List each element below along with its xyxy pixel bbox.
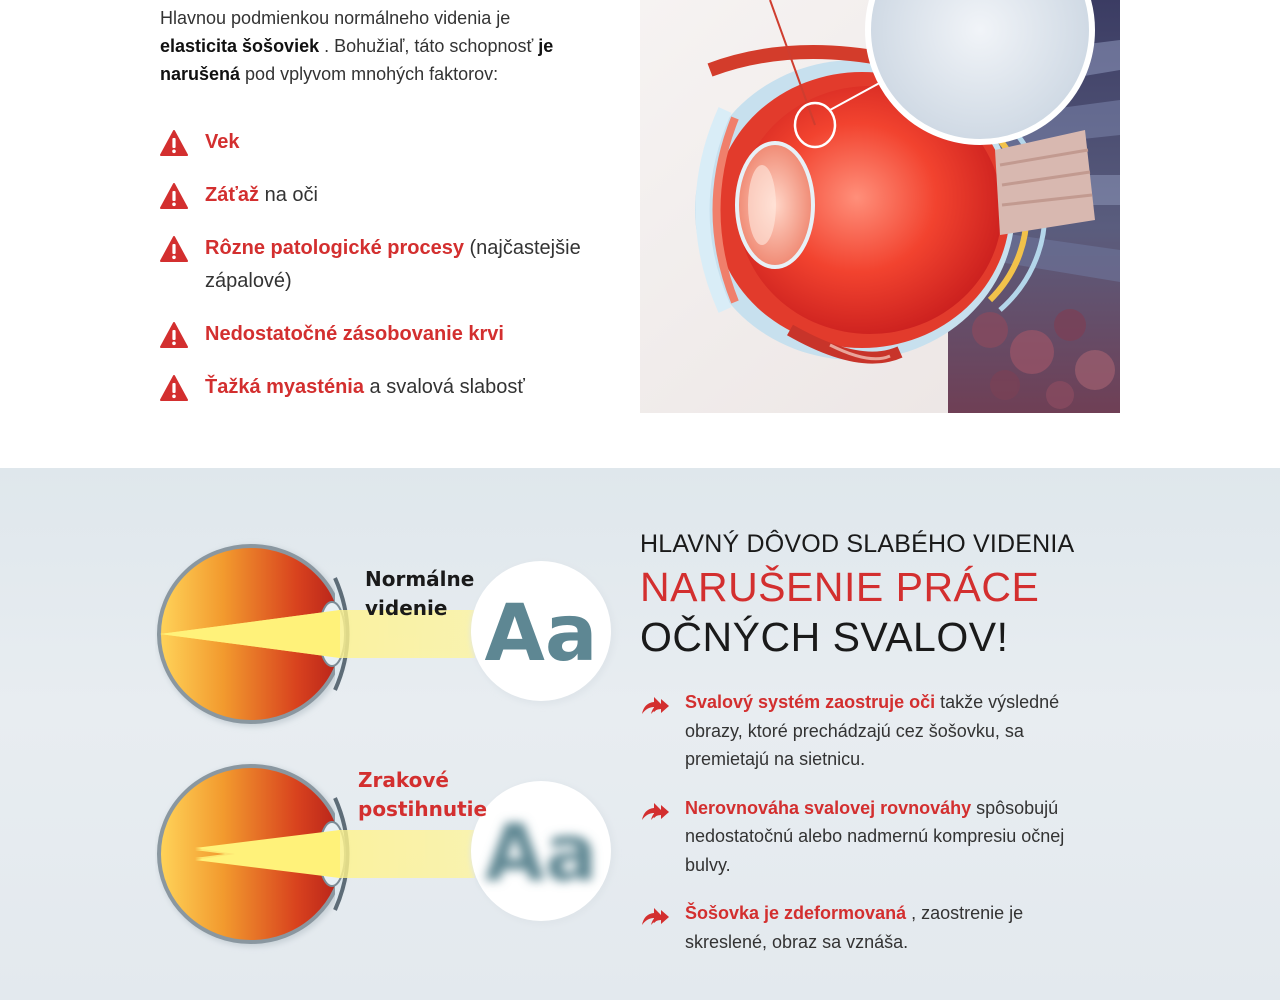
- reason-text: , zaostrenie je skreslené, obraz sa vznáša.: [685, 903, 1024, 952]
- sharp-letters: Aa: [484, 589, 598, 679]
- normal-label-line2: videnie: [365, 596, 448, 620]
- warning-triangle-icon: [160, 321, 188, 349]
- heading-line3: OČNÝCH SVALOV!: [640, 614, 1009, 660]
- factor-highlight: Ťažká myasténia: [205, 376, 364, 398]
- intro-bold-elasticity: elasticita šošoviek: [160, 36, 320, 56]
- impaired-label-line2: postihnutie: [358, 797, 488, 821]
- main-reason-heading: [640, 528, 1140, 662]
- factor-highlight: Rôzne patologické procesy: [205, 237, 464, 259]
- factor-highlight: Vek: [205, 131, 240, 153]
- impaired-label-line1: Zrakové: [358, 768, 449, 792]
- double-arrow-icon: [640, 905, 671, 927]
- warning-triangle-icon: [160, 129, 188, 157]
- lens-factors-section: [0, 0, 1280, 468]
- reason-highlight: Šošovka je zdeformovaná: [685, 903, 907, 923]
- heading-line2: NARUŠENIE PRÁCE: [640, 564, 1040, 610]
- factor-highlight: Záťaž: [205, 184, 260, 206]
- reason-list: [640, 688, 1100, 976]
- factor-highlight: Nedostatočné zásobovanie krvi: [205, 323, 504, 345]
- factor-item: [160, 232, 630, 318]
- vision-comparison-diagram: [155, 538, 625, 968]
- factor-item: [160, 318, 630, 371]
- warning-triangle-icon: [160, 235, 188, 263]
- factor-text: a svalová slabosť: [363, 376, 525, 398]
- intro-text-3: pod vplyvom mnohých faktorov:: [240, 64, 499, 84]
- reason-text: spôsobujú nedostatočnú alebo nadmernú kompresiu očnej bulvy.: [685, 797, 1065, 875]
- warning-triangle-icon: [160, 374, 188, 402]
- intro-text-1: Hlavnou podmienkou normálneho videnia je: [160, 8, 511, 28]
- eye-anatomy-image: [640, 0, 1120, 413]
- intro-text-2: . Bohužiaľ, táto schopnosť: [319, 36, 534, 56]
- factor-list: [160, 126, 630, 404]
- muscle-reason-section: [0, 468, 1280, 1000]
- heading-line1: HLAVNÝ DÔVOD SLABÉHO VIDENIA: [640, 530, 1075, 558]
- normal-label-line1: Normálne: [365, 567, 475, 591]
- factor-item: [160, 179, 630, 232]
- blurred-letters: Aa: [484, 809, 598, 899]
- intro-paragraph: [160, 4, 620, 88]
- intro-bold-impaired: je narušená: [160, 36, 554, 84]
- double-arrow-icon: [640, 694, 671, 716]
- reason-item: [640, 899, 1100, 956]
- reason-item: [640, 794, 1100, 880]
- factor-text: (najčastejšie zápalové): [205, 237, 581, 292]
- normal-vision-label: [365, 565, 474, 623]
- impaired-vision-label: [358, 766, 487, 824]
- warning-triangle-icon: [160, 182, 188, 210]
- factor-item: [160, 126, 630, 179]
- double-arrow-icon: [640, 800, 671, 822]
- factor-item: [160, 371, 630, 404]
- factor-text: na oči: [259, 184, 318, 206]
- reason-highlight: Svalový systém zaostruje oči: [685, 692, 936, 712]
- reason-highlight: Nerovnováha svalovej rovnováhy: [685, 797, 972, 818]
- reason-text: takže výsledné obrazy, ktoré prechádzajú cez šošovku, sa premietajú na sietnicu.: [685, 692, 1060, 769]
- reason-item: [640, 688, 1100, 774]
- eye-anatomy-illustration: [640, 0, 1120, 413]
